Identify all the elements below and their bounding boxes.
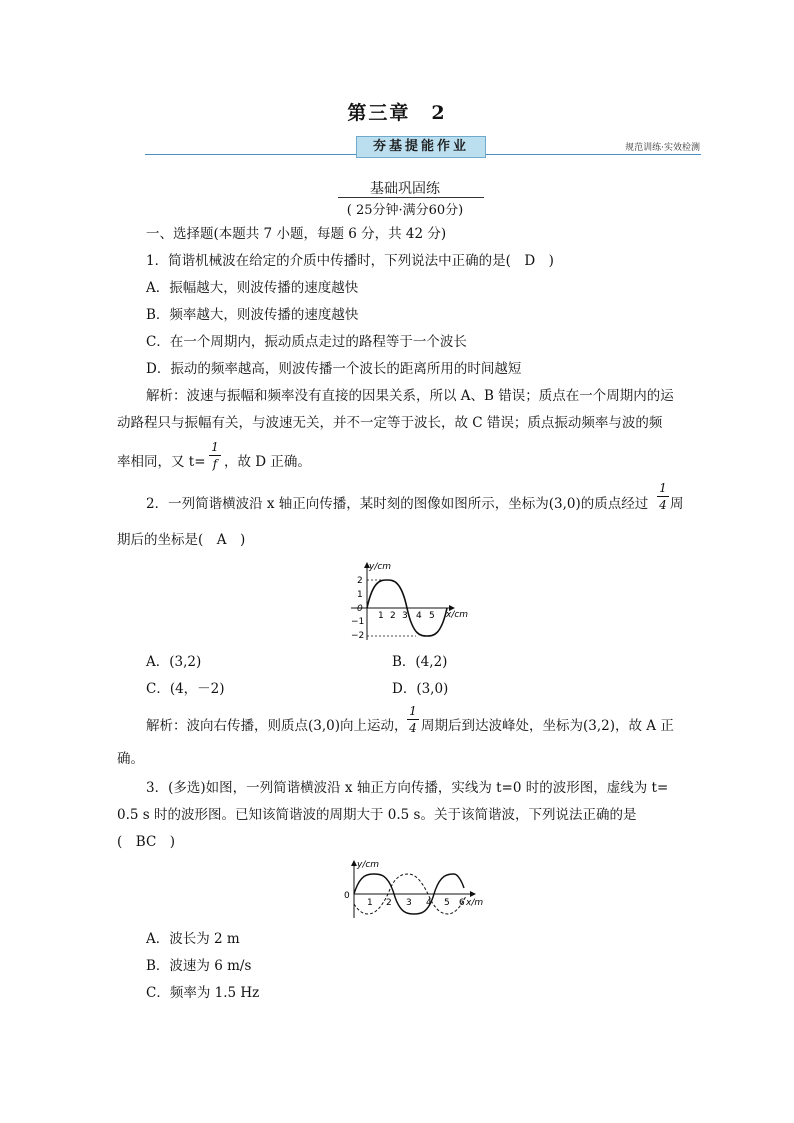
q2-analysis-frac-bar [407, 719, 419, 720]
q2-frac-num: 1 [659, 481, 667, 495]
q1-analysis-line3b: ，故 D 正确。 [224, 454, 311, 470]
q2-ytick-2: 2 [357, 576, 363, 586]
q2-stem-c: 期后的坐标是( A ) [117, 532, 246, 548]
q1-analysis-line1: 解析：波速与振幅和频率没有直接的因果关系，所以 A、B 错误；质点在一个周期内的运 [146, 388, 674, 404]
q3-origin: 0 [344, 891, 350, 901]
q1-option-c: C．在一个周期内，振动质点走过的路程等于一个波长 [146, 334, 467, 350]
q2-analysis-fraction [407, 704, 419, 735]
q2-option-c: C．(4，－2) [146, 681, 225, 697]
q3-line2: 0.5 s 时的波形图。已知该简谐波的周期大于 0.5 s。关于该简谐波，下列说法正确的是 [117, 807, 637, 823]
q2-xtick-3: 3 [402, 611, 408, 621]
q2-stem-a: 2．一列简谐横波沿 x 轴正向传播，某时刻的图像如图所示，坐标为(3,0)的质点经过 [146, 496, 649, 512]
q2-option-d: D．(3,0) [392, 681, 449, 697]
q1-option-a: A．振幅越大，则波传播的速度越快 [146, 280, 359, 296]
section-underline [338, 197, 484, 198]
q2-wave-figure [345, 560, 475, 642]
q2-analysis-a: 解析：波向右传播，则质点(3,0)向上运动， [146, 718, 408, 734]
q3-line1: 3．(多选)如图，一列简谐横波沿 x 轴正方向传播，实线为 t=0 时的波形图，虚线为 t= [146, 780, 669, 796]
q3-ylabel: y/cm [357, 860, 380, 870]
q2-analysis-frac-num: 1 [409, 704, 417, 718]
q2-ytick-0: 0 [357, 604, 363, 614]
q3-xtick-2: 2 [386, 898, 392, 908]
header-tag: 规范训练·实效检测 [625, 143, 700, 153]
q2-ylabel: y/cm [369, 562, 392, 572]
q3-x-arrow [470, 891, 476, 897]
q2-ytick-1: 1 [357, 590, 363, 600]
q1-fraction [209, 440, 221, 471]
q3-wave-figure [340, 858, 490, 920]
q1-analysis-line2: 动路程只与振幅有关，与波速无关，并不一定等于波长，故 C 错误；质点振动频率与波的频 [117, 415, 663, 431]
q1-frac-den: f [212, 457, 218, 471]
q1-option-d: D．振动的频率越高，则波传播一个波长的距离所用的时间越短 [146, 361, 522, 377]
q2-option-b: B．(4,2) [392, 654, 448, 670]
q1-stem: 1．简谐机械波在给定的介质中传播时，下列说法中正确的是( D ) [146, 253, 554, 269]
q3-xtick-4: 4 [426, 898, 432, 908]
q2-stem-b: 周 [670, 496, 684, 512]
q2-frac-den: 4 [659, 498, 667, 512]
q1-option-b: B．频率越大，则波传播的速度越快 [146, 307, 359, 323]
q2-xlabel: x/cm [446, 610, 469, 620]
section-subtitle: ( 25分钟·满分60分) [346, 203, 464, 218]
q2-option-a: A．(3,2) [146, 654, 202, 670]
chapter-title: 第三章 2 [347, 102, 447, 124]
q1-frac-bar [209, 455, 221, 456]
q3-xtick-3: 3 [406, 898, 412, 908]
q2-frac-bar [657, 496, 669, 497]
q2-xtick-5: 5 [429, 611, 435, 621]
q3-xtick-6: 6 [459, 898, 465, 908]
q2-xtick-1: 1 [378, 611, 384, 621]
q3-line3: ( BC ) [117, 834, 176, 850]
q1-analysis-line3a: 率相同，又 t= [117, 454, 206, 470]
q2-xtick-4: 4 [416, 611, 422, 621]
q2-analysis-frac-den: 4 [409, 721, 417, 735]
homework-banner: 夯基提能作业 [356, 136, 486, 158]
q2-ytick-m2: −2 [351, 631, 365, 641]
q2-analysis-b: 周期后到达波峰处，坐标为(3,2)，故 A 正 [421, 718, 674, 734]
q1-frac-num: 1 [211, 440, 219, 454]
q3-option-c: C．频率为 1.5 Hz [146, 985, 260, 1001]
q3-option-b: B．波速为 6 m/s [146, 958, 252, 974]
q2-analysis-c: 确。 [117, 751, 144, 767]
q2-stem-fraction [657, 481, 669, 512]
q2-xtick-2: 2 [390, 611, 396, 621]
section-title: 基础巩固练 [370, 181, 440, 197]
q3-xtick-1: 1 [367, 898, 373, 908]
q2-ytick-m1: −1 [351, 617, 365, 627]
q3-xlabel: x/m [466, 898, 484, 908]
q3-option-a: A．波长为 2 m [146, 931, 240, 947]
q3-xtick-5: 5 [444, 898, 450, 908]
part1-heading: 一、选择题(本题共 7 小题，每题 6 分，共 42 分) [146, 226, 447, 242]
